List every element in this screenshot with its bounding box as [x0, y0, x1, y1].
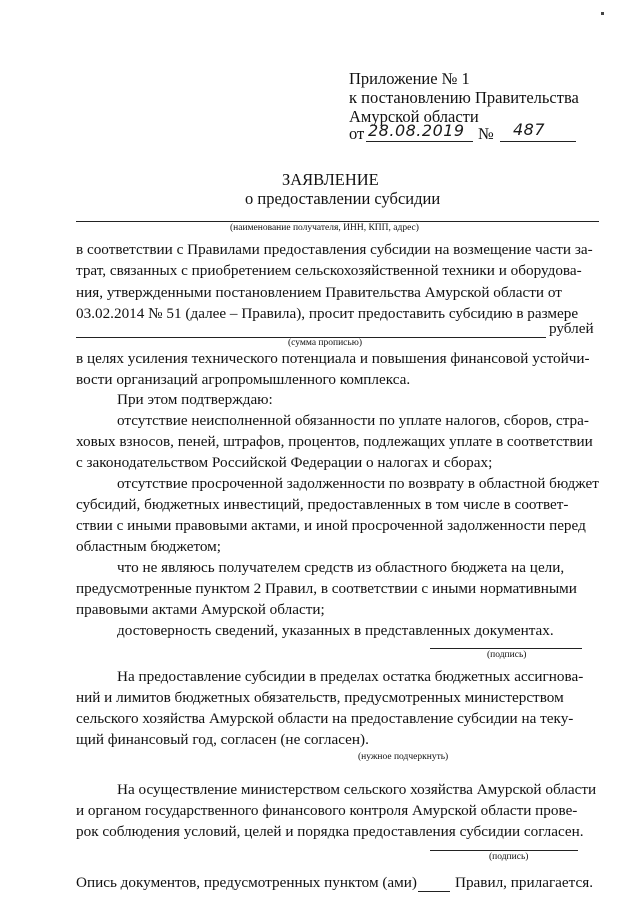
- consent1-line4: щий финансовый год, согласен (не согласен).: [76, 731, 369, 748]
- paragraph1-line2: трат, связанных с приобретением сельскохозяйственной техники и оборудова-: [76, 262, 582, 279]
- item1-line3: с законодательством Российской Федерации о налогах и сборах;: [76, 454, 493, 471]
- item2-line3: ствии с иными правовыми актами, и иной просроченной задолженности перед: [76, 517, 586, 534]
- document-subtitle: о предоставлении субсидии: [245, 189, 441, 208]
- corner-mark: [601, 12, 604, 15]
- rubles-label: рублей: [549, 320, 594, 337]
- paragraph2-line1: в целях усиления технического потенциала и повышения финансовой устойчи-: [76, 350, 590, 367]
- item1-line1: отсутствие неисполненной обязанности по уплате налогов, сборов, стра-: [117, 412, 589, 429]
- item1-line2: ховых взносов, пеней, штрафов, процентов, подлежащих уплате в соответствии: [76, 433, 593, 450]
- header-date-row: [349, 124, 364, 143]
- item3-line2: предусмотренные пунктом 2 Правил, в соответствии с иными нормативными: [76, 580, 577, 597]
- item2-line2: субсидий, бюджетных инвестиций, предоставленных в том числе в соответ-: [76, 496, 569, 513]
- item3-line1: что не являюсь получателем средств из областного бюджета на цели,: [117, 559, 565, 576]
- number-underline: [500, 141, 576, 142]
- paragraph1-line4: 03.02.2014 № 51 (далее – Правила), просит предоставить субсидию в размере: [76, 305, 579, 322]
- header-appendix: Приложение № 1: [349, 69, 470, 88]
- date-underline: [366, 141, 473, 142]
- header-number: 487: [513, 120, 546, 139]
- inventory-blank-line: [418, 891, 450, 892]
- header-from-prefix: от: [349, 124, 365, 143]
- paragraph2-line2: вости организаций агропромышленного комплекса.: [76, 371, 411, 388]
- consent2-line3: рок соблюдения условий, целей и порядка предоставления субсидии согласен.: [76, 823, 584, 840]
- signature2-caption: (подпись): [489, 852, 529, 862]
- item2-line1: отсутствие просроченной задолженности по возврату в областной бюджет: [117, 475, 599, 492]
- signature2-line: [430, 850, 578, 851]
- item3-line3: правовыми актами Амурской области;: [76, 601, 325, 618]
- header-to-resolution: к постановлению Правительства: [349, 88, 579, 107]
- header-number-prefix: №: [478, 124, 494, 143]
- consent1-line2: ний и лимитов бюджетных обязательств, предусмотренных министерством: [76, 689, 564, 706]
- inventory-text-before: Опись документов, предусмотренных пунктом (ами): [76, 874, 417, 891]
- signature1-caption: (подпись): [487, 650, 527, 660]
- consent2-line2: и органом государственного финансового контроля Амурской области прове-: [76, 802, 578, 819]
- document-title: ЗАЯВЛЕНИЕ: [282, 170, 379, 189]
- consent2-line1: На осуществление министерством сельского хозяйства Амурской области: [117, 781, 597, 798]
- inventory-text-after: Правил, прилагается.: [455, 874, 594, 891]
- confirm-heading: При этом подтверждаю:: [117, 391, 273, 408]
- consent1-line3: сельского хозяйства Амурской области на предоставление субсидии на теку-: [76, 710, 574, 727]
- signature1-line: [430, 648, 582, 649]
- item4-line: достоверность сведений, указанных в представленных документах.: [117, 622, 554, 639]
- header-region: Амурской области: [349, 107, 479, 126]
- header-date: 28.08.2019: [368, 121, 465, 140]
- consent1-line1: На предоставление субсидии в пределах остатка бюджетных ассигнова-: [117, 668, 584, 685]
- item2-line4: областным бюджетом;: [76, 538, 222, 555]
- recipient-caption: (наименование получателя, ИНН, КПП, адрес): [230, 223, 419, 233]
- recipient-line: [76, 221, 599, 222]
- underline-needed-caption: (нужное подчеркнуть): [358, 752, 449, 762]
- paragraph1-line1: в соответствии с Правилами предоставления субсидии на возмещение части за-: [76, 241, 593, 258]
- paragraph1-line3: ния, утвержденными постановлением Правительства Амурской области от: [76, 284, 562, 301]
- amount-caption: (сумма прописью): [288, 338, 362, 348]
